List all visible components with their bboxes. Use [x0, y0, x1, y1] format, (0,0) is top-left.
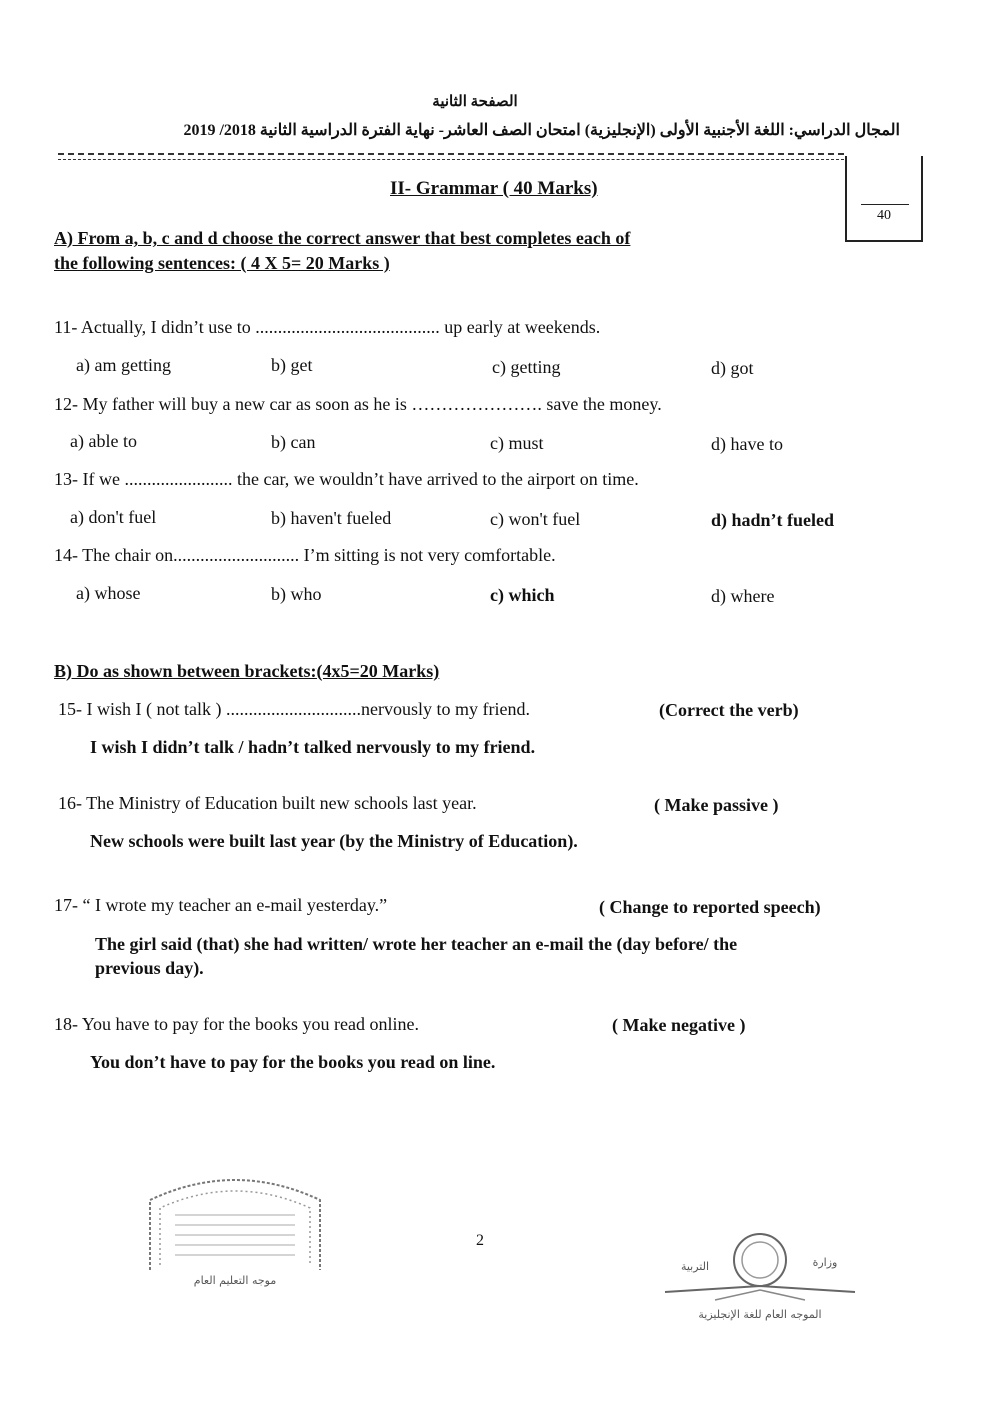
question-14-option-a: a) whose [76, 583, 141, 603]
question-13-option-c: c) won't fuel [490, 509, 581, 529]
page-label: الصفحة الثانية [432, 94, 518, 110]
item-17-prompt: 17- “ I wrote my teacher an e-mail yesterday.” [54, 895, 388, 915]
question-12-option-a: a) able to [70, 431, 137, 451]
question-12-option-d: d) have to [711, 434, 783, 454]
item-18-prompt: 18- You have to pay for the books you read online. [54, 1014, 419, 1034]
stamp-right-caption: الموجه العام للغة الإنجليزية [698, 1308, 822, 1321]
item-17-answer-line1: The girl said (that) she had written/ wrote her teacher an e-mail the (day before/ the [95, 934, 738, 954]
question-13-option-d: d) hadn’t fueled [711, 510, 835, 530]
score-blank-line [861, 204, 909, 205]
item-18-answer: You don’t have to pay for the books you read on line. [90, 1052, 496, 1072]
item-17-task: ( Change to reported speech) [599, 897, 821, 917]
item-15-answer: I wish I didn’t talk / hadn’t talked nervously to my friend. [90, 737, 536, 757]
score-total: 40 [877, 208, 891, 223]
stamp-right-word2: التربية [680, 1260, 710, 1273]
part-a-instruction-line2: the following sentences: ( 4 X 5= 20 Marks ) [54, 253, 390, 273]
item-15-prompt: 15- I wish I ( not talk ) ..............................nervously to my friend. [58, 699, 530, 719]
stamp-left-caption: موجه التعليم العام [193, 1274, 277, 1287]
question-13-stem: 13- If we ........................ the car, we wouldn’t have arrived to the airport on time. [54, 469, 639, 489]
question-11-option-d: d) got [711, 358, 754, 378]
question-14-option-c: c) which [490, 585, 555, 605]
question-12-option-b: b) can [271, 432, 316, 452]
page-number: 2 [476, 1232, 484, 1249]
question-14-option-d: d) where [711, 586, 775, 606]
item-16-task: ( Make passive ) [654, 795, 779, 815]
official-stamp-left [130, 1160, 340, 1290]
official-stamp-right [655, 1230, 865, 1325]
item-15-task: (Correct the verb) [659, 700, 799, 720]
header-divider-thin [58, 159, 844, 160]
exam-header: المجال الدراسي: اللغة الأجنبية الأولى (الإنجليزية) امتحان الصف العاشر- نهاية الفترة الدراسية الثانية 2018/ 2019 [183, 122, 900, 139]
question-12-stem: 12- My father will buy a new car as soon as he is …………………. save the money. [54, 394, 662, 414]
question-11-option-c: c) getting [492, 357, 561, 377]
item-16-prompt: 16- The Ministry of Education built new schools last year. [58, 793, 477, 813]
part-b-instruction: B) Do as shown between brackets:(4x5=20 Marks) [54, 661, 440, 681]
question-12-option-c: c) must [490, 433, 544, 453]
item-17-answer-line2: previous day). [95, 958, 204, 978]
stamp-right-word1: وزارة [812, 1256, 838, 1269]
question-13-option-a: a) don't fuel [70, 507, 157, 527]
question-13-option-b: b) haven't fueled [271, 508, 392, 528]
item-18-task: ( Make negative ) [612, 1015, 746, 1035]
question-14-option-b: b) who [271, 584, 322, 604]
score-box [845, 156, 923, 242]
header-divider [58, 153, 844, 155]
part-a-instruction-line1: A) From a, b, c and d choose the correct answer that best completes each of [54, 228, 631, 248]
question-11-option-b: b) get [271, 355, 313, 375]
question-14-stem: 14- The chair on............................ I’m sitting is not very comfortable. [54, 545, 556, 565]
question-11-stem: 11- Actually, I didn’t use to ......................................... up early at weekends. [54, 317, 601, 337]
item-16-answer: New schools were built last year (by the Ministry of Education). [90, 831, 578, 851]
question-11-option-a: a) am getting [76, 355, 171, 375]
section-title: II- Grammar ( 40 Marks) [390, 178, 598, 199]
